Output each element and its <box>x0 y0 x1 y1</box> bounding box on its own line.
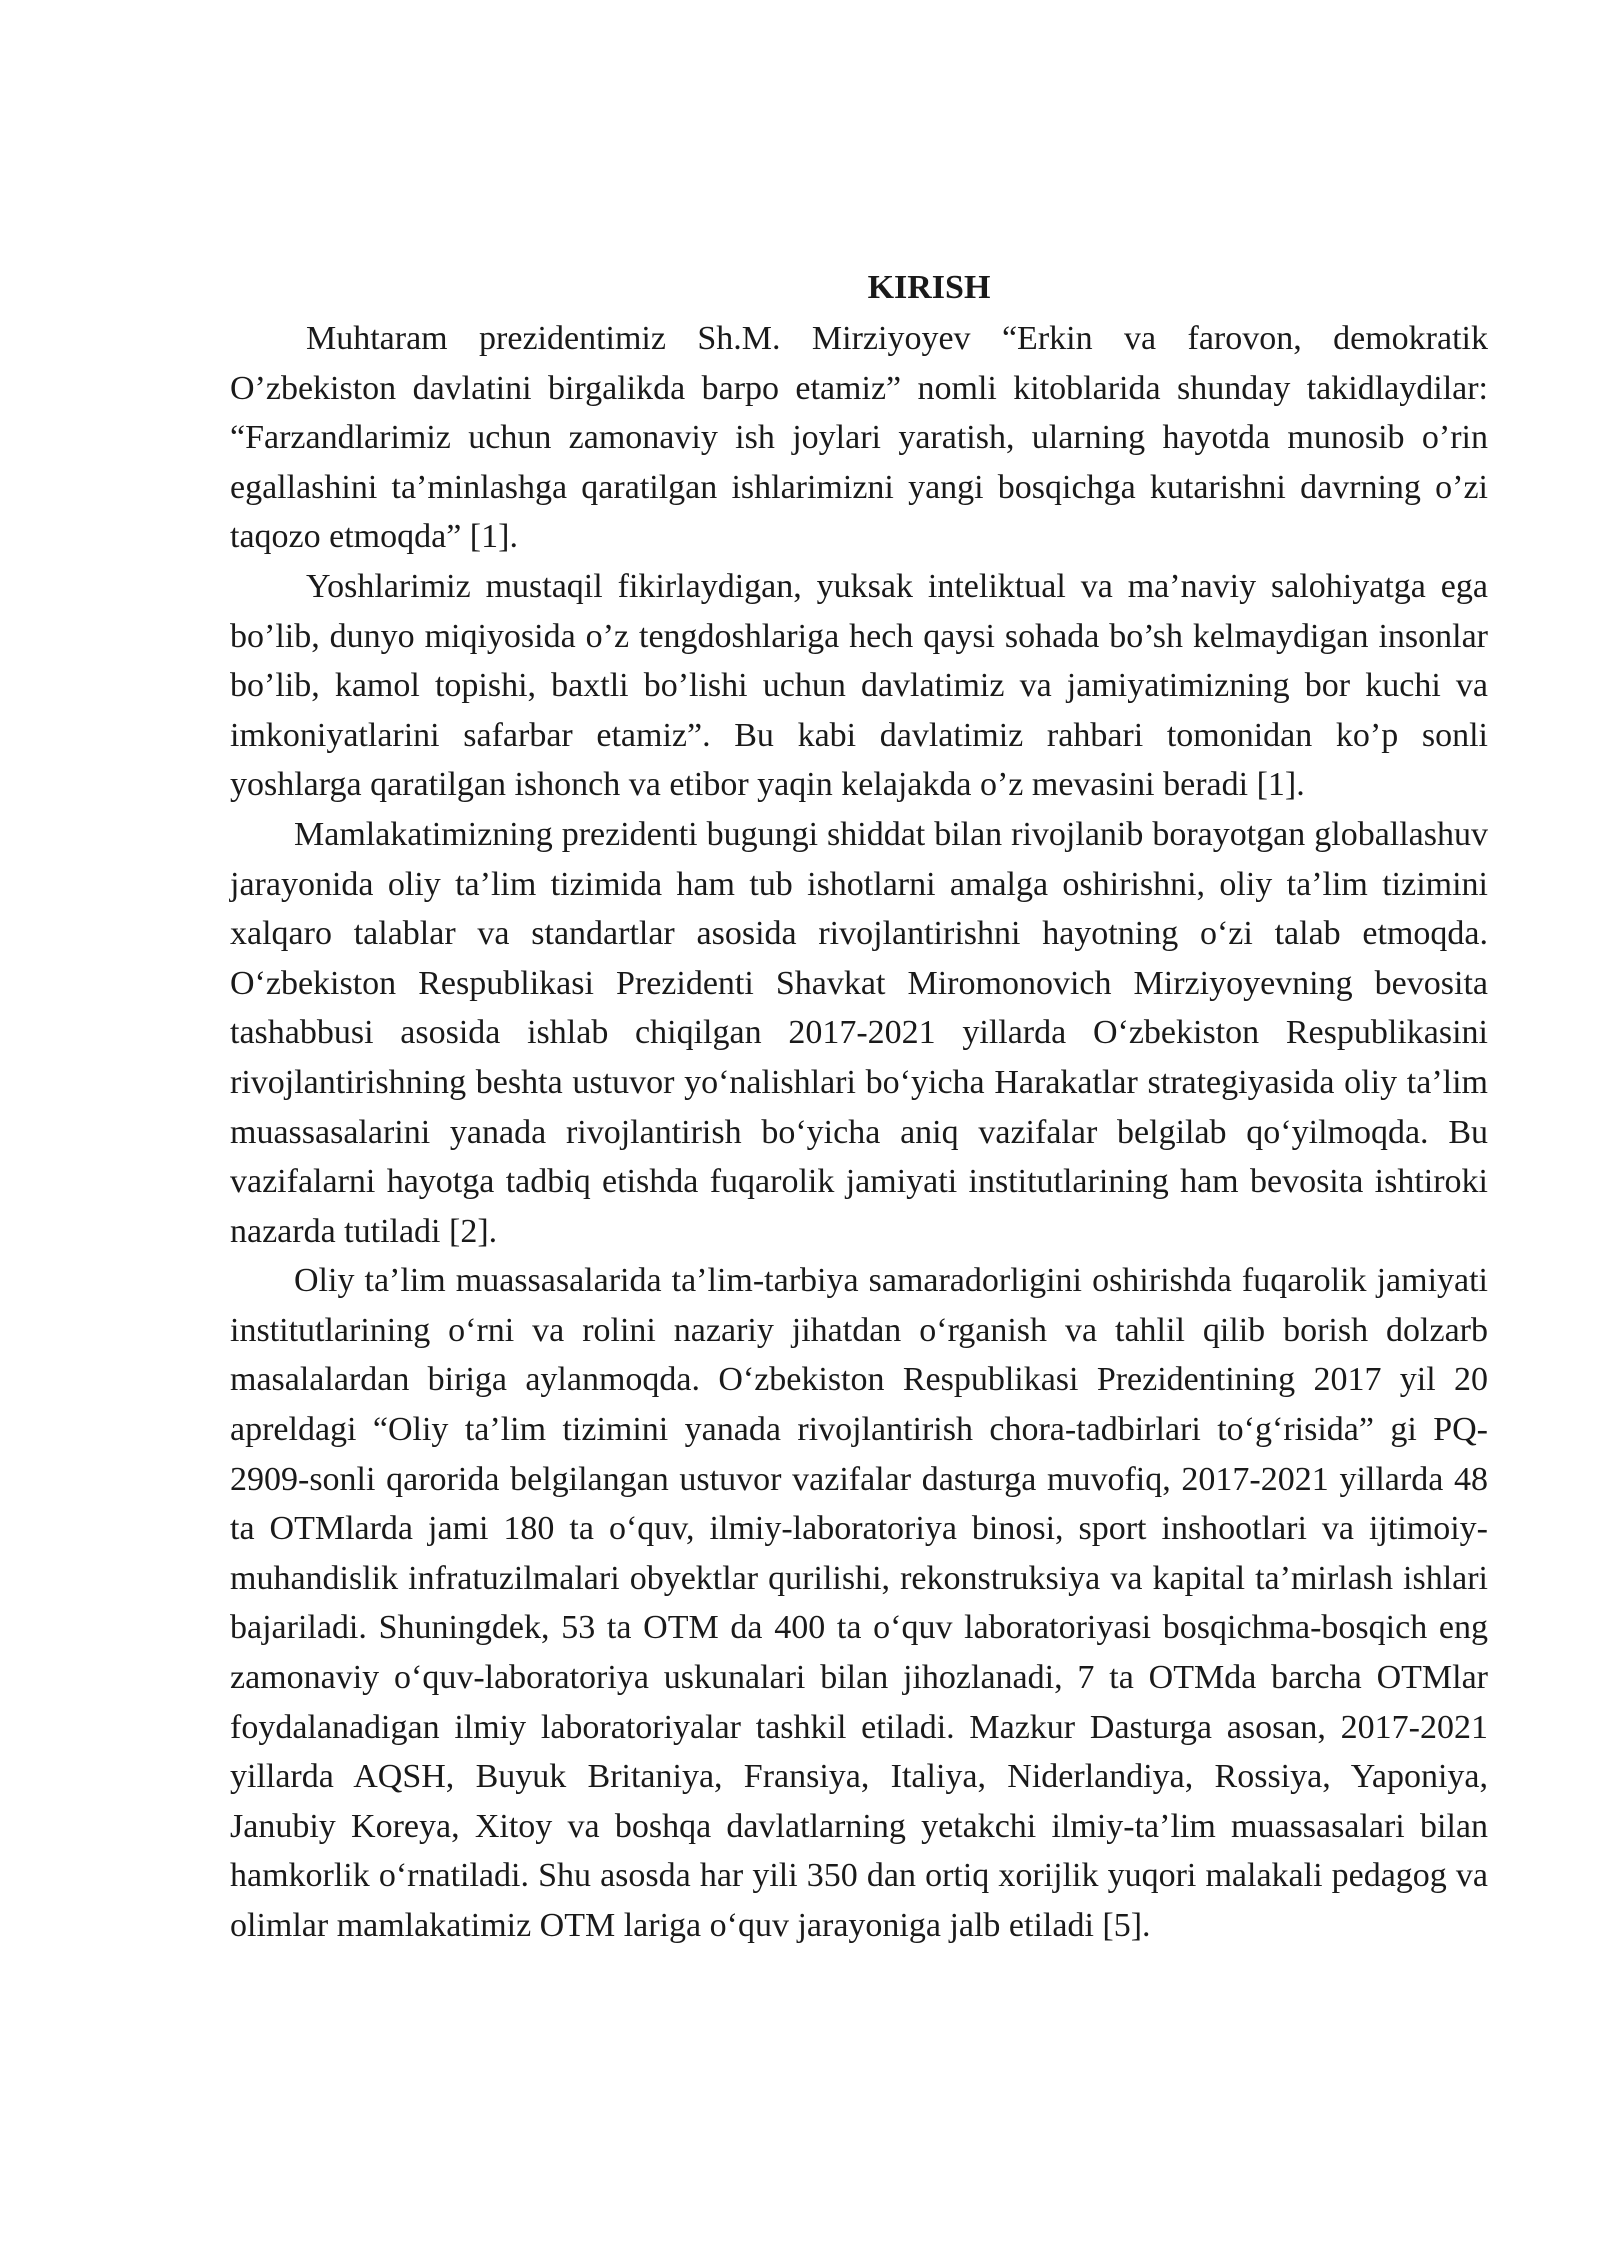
document-page <box>230 262 1488 1951</box>
paragraph-1: Muhtaram prezidentimiz Sh.M. Mirziyoyev “Erkin va farovon, demokratik O’zbekiston davlatini birgalikda barpo etamiz” nomli kitoblarida shunday takidlaydilar: “Farzandlarimiz uchun zamonaviy ish joylari yaratish, ularning hayotda munosib o’rin egallashini ta’minlashga qaratilgan ishlarimizni yangi bosqichga kutarishni davrning o’zi taqozo etmoqda” [1]. <box>230 320 1488 556</box>
paragraph-2: Yoshlarimiz mustaqil fikirlaydigan, yuksak inteliktual va ma’naviy salohiyatga ega bo’lib, dunyo miqiyosida o’z tengdoshlariga hech qaysi sohada bo’sh kelmaydigan insonlar bo’lib, kamol topishi, baxtli bo’lishi uchun davlatimiz va jamiyatimizning bor kuchi va imkoniyatlarini safarbar etamiz”. Bu kabi davlatimiz rahbari tomonidan ko’p sonli yoshlarga qaratilgan ishonch va etibor yaqin kelajakda o’z mevasini beradi [1]. <box>230 567 1488 804</box>
paragraph-3: Mamlakatimizning prezidenti bugungi shiddat bilan rivojlanib borayotgan globallashuv jarayonida oliy ta’lim tizimida ham tub ishotlarni amalga oshirishni, oliy ta’lim tizimini xalqaro talablar va standartlar asosida rivojlantirishni hayotning oʻzi talab etmoqda. Oʻzbekiston Respublikasi Prezidenti Shavkat Miromonovich Mirziyoyevning bevosita tashabbusi asosida ishlab chiqilgan 2017-2021 yillarda Oʻzbekiston Respublikasini rivojlantirishning beshta ustuvor yoʻnalishlari boʻyicha Harakatlar strategiyasida oliy ta’lim muassasalarini yanada rivojlantirish boʻyicha aniq vazifalar belgilab qoʻyilmoqda. Bu vazifalarni hayotga tadbiq etishda fuqarolik jamiyati institutlarining ham bevosita ishtiroki nazarda tutiladi [2]. <box>230 815 1488 1250</box>
paragraph-4: Oliy ta’lim muassasalarida ta’lim-tarbiya samaradorligini oshirishda fuqarolik jamiyati institutlarining oʻrni va rolini nazariy jihatdan oʻrganish va tahlil qilib borish dolzarb masalalardan biriga aylanmoqda. Oʻzbekiston Respublikasi Prezidentining 2017 yil 20 apreldagi “Oliy ta’lim tizimini yanada rivojlantirish chora-tadbirlari toʻgʻrisida” gi PQ-2909-sonli qarorida belgilangan ustuvor vazifalar dasturga muvofiq, 2017-2021 yillarda 48 ta OTMlarda jami 180 ta oʻquv, ilmiy-laboratoriya binosi, sport inshootlari va ijtimoiy-muhandislik infratuzilmalari obyektlar qurilishi, rekonstruksiya va kapital ta’mirlash ishlari bajariladi. Shuningdek, 53 ta OTM da 400 ta oʻquv laboratoriyasi bosqichma-bosqich eng zamonaviy oʻquv-laboratoriya uskunalari bilan jihozlanadi, 7 ta OTMda barcha OTMlar foydalanadigan ilmiy laboratoriyalar tashkil etiladi. Mazkur Dasturga asosan, 2017-2021 yillarda AQSH, Buyuk Britaniya, Fransiya, Italiya, Niderlandiya, Rossiya, Yaponiya, Janubiy Koreya, Xitoy va boshqa davlatlarning yetakchi ilmiy-ta’lim muassasalari bilan hamkorlik oʻrnatiladi. Shu asosda har yili 350 dan ortiq xorijlik yuqori malakali pedagog va olimlar mamlakatimiz OTM lariga oʻquv jarayoniga jalb etiladi [5]. <box>230 1262 1488 1944</box>
section-title: KIRISH <box>867 269 991 306</box>
